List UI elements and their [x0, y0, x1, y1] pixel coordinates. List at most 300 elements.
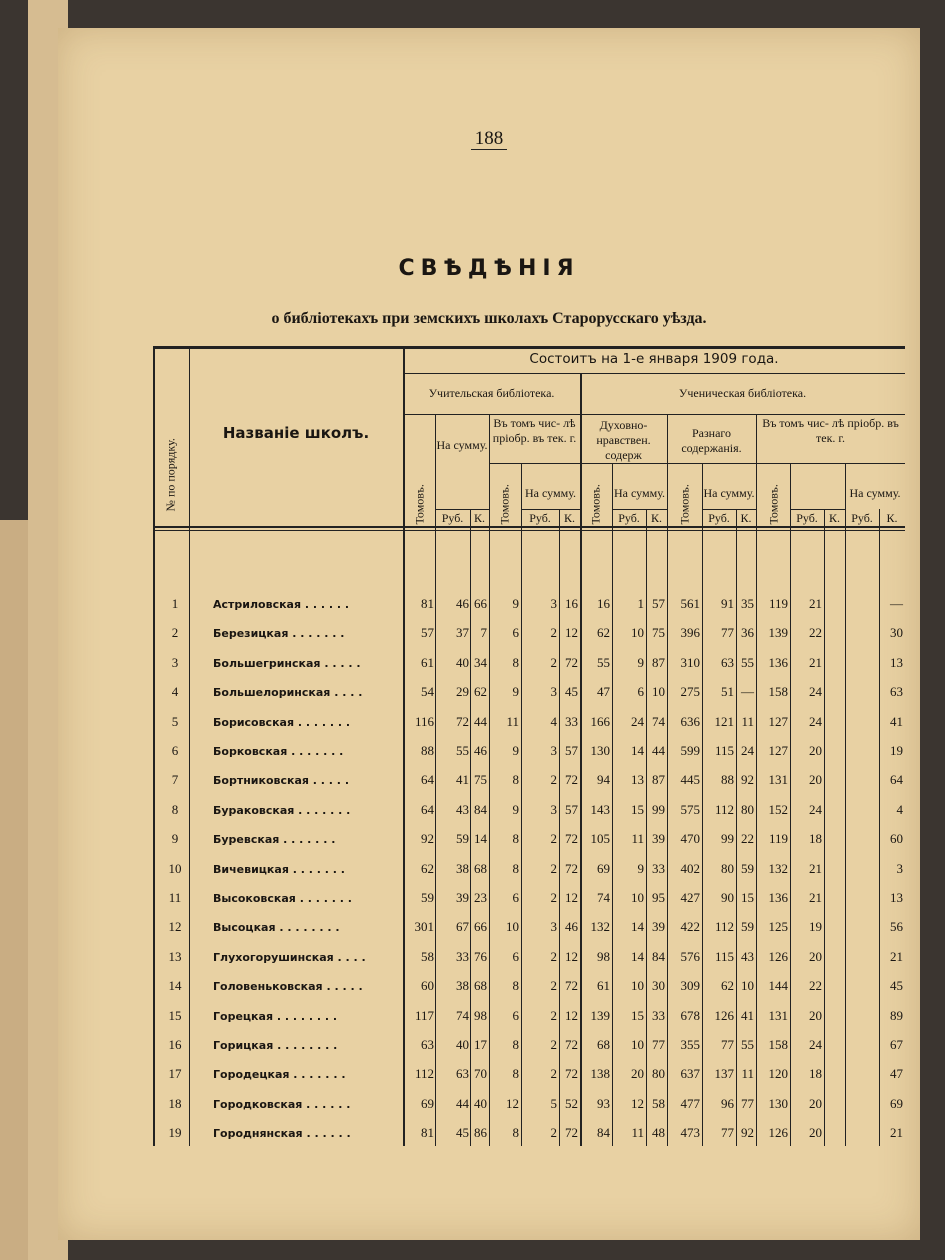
table-cell: 20: [809, 1125, 822, 1141]
table-cell: 14: [631, 948, 644, 964]
header-on-sum: На сумму.: [703, 486, 755, 500]
table-cell: 69: [890, 1095, 903, 1111]
table-cell: 126: [714, 1007, 734, 1023]
table-cell: 2: [550, 831, 557, 847]
header-volumes: Томовъ.: [766, 484, 781, 525]
table-cell: 68: [474, 978, 487, 994]
table-cell: 24: [631, 713, 644, 729]
table-cell: 12: [565, 948, 578, 964]
header-rub: Руб.: [796, 511, 818, 525]
table-cell: 62: [474, 684, 487, 700]
table-cell: 58: [421, 948, 434, 964]
table-cell: 57: [421, 625, 434, 641]
table-cell: 84: [597, 1125, 610, 1141]
table-cell: 64: [421, 801, 434, 817]
row-number: 15: [168, 1007, 182, 1023]
table-cell: 139: [768, 625, 788, 641]
table-cell: 119: [768, 596, 788, 611]
table-cell: 14: [631, 743, 644, 758]
table-cell: 18: [809, 831, 822, 847]
table-cell: 87: [652, 654, 665, 670]
table-cell: 33: [456, 948, 469, 964]
table-cell: 6: [512, 1007, 519, 1023]
header-kop: К.: [563, 511, 575, 525]
table-cell: 72: [565, 1066, 578, 1082]
table-cell: 59: [456, 831, 469, 847]
row-number: 4: [171, 684, 179, 700]
table-cell: 8: [512, 831, 519, 847]
table-cell: 127: [768, 713, 788, 729]
table-cell: 67: [890, 1037, 903, 1052]
row-number: 18: [168, 1095, 182, 1111]
table-cell: 158: [768, 684, 788, 700]
table-row: [153, 802, 905, 831]
table-cell: 9: [637, 860, 644, 876]
table-cell: 20: [631, 1066, 644, 1082]
table-cell: 88: [721, 772, 734, 788]
table-cell: 33: [652, 1007, 665, 1023]
school-name: Горицкая . . . . . . . .: [213, 1039, 338, 1052]
table-cell: 3: [550, 919, 557, 935]
table-cell: 39: [456, 890, 469, 905]
table-row: [153, 772, 905, 801]
table-cell: 81: [421, 596, 434, 611]
header-rub: Руб.: [529, 511, 551, 525]
table-cell: 21: [809, 890, 822, 905]
table-cell: 74: [456, 1007, 469, 1023]
row-number: 11: [168, 890, 182, 905]
header-kop: К.: [828, 511, 840, 525]
header-spiritual: Духовно- нравствен. содерж: [596, 418, 651, 462]
table-row: [153, 1008, 905, 1037]
table-cell: 20: [809, 743, 822, 758]
table-cell: 72: [565, 978, 578, 994]
table-cell: 2: [550, 948, 557, 964]
table-cell: 477: [680, 1095, 700, 1111]
table-cell: 92: [741, 772, 754, 788]
library-table: [153, 346, 905, 1146]
table-cell: 43: [456, 801, 469, 817]
table-row: [153, 655, 905, 684]
table-cell: 16: [597, 596, 610, 611]
table-cell: 87: [652, 772, 665, 788]
header-rub: Руб.: [441, 511, 464, 525]
table-cell: 51: [721, 684, 734, 700]
table-cell: 12: [631, 1095, 644, 1111]
table-cell: 2: [550, 1007, 557, 1023]
table-cell: 20: [809, 948, 822, 964]
table-cell: 38: [456, 978, 469, 994]
header-student-lib: Ученическая библіотека.: [678, 386, 807, 400]
table-cell: 105: [590, 831, 610, 847]
school-name: Бураковская . . . . . . .: [213, 803, 351, 817]
table-cell: 56: [890, 919, 903, 935]
header-rub: Руб.: [851, 511, 873, 525]
school-name: Березицкая . . . . . . .: [213, 627, 345, 641]
table-cell: 17: [474, 1037, 487, 1052]
document-title: СВѢДѢНІЯ: [398, 256, 580, 281]
row-number: 6: [171, 743, 179, 758]
table-cell: 37: [456, 625, 469, 641]
table-cell: 62: [421, 860, 434, 876]
table-cell: 24: [809, 801, 822, 817]
table-cell: 84: [652, 948, 665, 964]
header-kop: К.: [473, 511, 485, 525]
table-cell: 55: [597, 654, 610, 670]
table-cell: 20: [809, 1007, 822, 1023]
table-cell: 81: [421, 1125, 434, 1141]
table-cell: 10: [652, 684, 665, 700]
table-row: [153, 1066, 905, 1095]
table-cell: 59: [421, 890, 434, 905]
table-cell: 7: [480, 625, 487, 641]
table-cell: 72: [565, 772, 578, 788]
table-cell: 21: [809, 860, 822, 876]
table-cell: 98: [474, 1007, 487, 1023]
header-rub: Руб.: [618, 511, 640, 525]
school-name: Городковская . . . . . .: [213, 1097, 351, 1111]
table-cell: 275: [680, 684, 700, 700]
school-name: Городецкая . . . . . . .: [213, 1068, 346, 1082]
row-number: 12: [168, 919, 182, 935]
table-cell: 4: [896, 801, 903, 817]
table-cell: 57: [565, 743, 578, 758]
table-cell: 98: [597, 948, 610, 964]
table-cell: 301: [414, 919, 434, 935]
table-row: [153, 949, 905, 978]
table-cell: 127: [768, 743, 788, 758]
table-cell: 3: [550, 743, 557, 758]
table-cell: 310: [680, 654, 700, 670]
header-teacher-lib: Учительская библіотека.: [428, 386, 555, 400]
table-cell: 13: [631, 772, 644, 788]
school-name: Большелоринская . . . .: [213, 686, 363, 700]
table-cell: 636: [680, 713, 700, 729]
table-row: [153, 890, 905, 919]
table-cell: 35: [741, 596, 754, 611]
table-row: [153, 861, 905, 890]
table-cell: 12: [565, 625, 578, 641]
table-cell: 13: [890, 654, 903, 670]
school-name: Борисовская . . . . . . .: [213, 715, 351, 729]
header-kop: К.: [886, 511, 898, 525]
table-row: [153, 596, 905, 625]
table-cell: 45: [565, 684, 578, 700]
table-cell: 24: [809, 684, 822, 700]
table-cell: 68: [597, 1037, 610, 1052]
table-cell: 29: [456, 684, 469, 700]
school-name: Большегринская . . . . .: [213, 656, 361, 670]
table-cell: 22: [809, 978, 822, 994]
table-cell: 119: [768, 831, 788, 847]
row-number: 16: [168, 1037, 182, 1052]
table-cell: 21: [890, 948, 903, 964]
document-subtitle: о библіотекахъ при земскихъ школахъ Старорусскаго уѣзда.: [271, 310, 707, 327]
table-cell: 599: [680, 743, 700, 758]
table-cell: 36: [741, 625, 754, 641]
table-cell: 46: [565, 919, 578, 935]
table-cell: 402: [680, 860, 700, 876]
table-cell: 45: [456, 1125, 469, 1141]
row-number: 13: [168, 948, 182, 964]
table-cell: 14: [631, 919, 644, 935]
table-cell: 10: [631, 890, 644, 905]
table-cell: 678: [680, 1007, 700, 1023]
table-cell: 8: [512, 978, 519, 994]
table-cell: 77: [721, 625, 734, 641]
table-cell: 75: [652, 625, 665, 641]
table-cell: 8: [512, 1037, 519, 1052]
table-cell: 12: [506, 1095, 519, 1111]
table-cell: 9: [512, 743, 519, 758]
school-name: Глухогорушинская . . . .: [213, 950, 366, 964]
table-cell: 20: [809, 1095, 822, 1111]
table-row: [153, 714, 905, 743]
table-cell: 3: [896, 860, 903, 876]
table-row: [153, 625, 905, 654]
table-cell: 64: [890, 772, 903, 788]
table-cell: 120: [768, 1066, 788, 1082]
row-number: 14: [168, 978, 182, 994]
table-cell: 396: [680, 625, 700, 641]
table-row: [153, 1125, 905, 1154]
table-cell: 99: [721, 831, 734, 847]
school-name: Высоковская . . . . . . .: [213, 892, 352, 905]
table-cell: 45: [890, 978, 903, 994]
table-cell: 130: [590, 743, 610, 758]
table-cell: 63: [456, 1066, 469, 1082]
table-cell: 130: [768, 1095, 788, 1111]
header-various: Разнаго содержанія.: [681, 426, 742, 455]
table-cell: 18: [809, 1066, 822, 1082]
table-cell: 12: [565, 1007, 578, 1023]
table-cell: 72: [565, 1125, 578, 1141]
table-cell: 33: [565, 713, 578, 729]
table-cell: 62: [597, 625, 610, 641]
table-cell: 115: [714, 743, 734, 758]
table-cell: 11: [741, 713, 754, 729]
table-cell: 8: [512, 860, 519, 876]
table-cell: 74: [597, 890, 610, 905]
table-cell: 2: [550, 1066, 557, 1082]
table-cell: 2: [550, 890, 557, 905]
table-cell: 13: [890, 890, 903, 905]
table-cell: 16: [565, 596, 578, 611]
table-cell: 86: [474, 1125, 487, 1141]
table-cell: 22: [741, 831, 754, 847]
table-cell: 10: [741, 978, 754, 994]
table-cell: 138: [590, 1066, 610, 1082]
table-cell: 77: [652, 1037, 665, 1052]
table-cell: 21: [809, 654, 822, 670]
table-cell: 355: [680, 1037, 700, 1052]
table-cell: 2: [550, 625, 557, 641]
table-cell: 3: [550, 596, 557, 611]
table-cell: 33: [652, 860, 665, 876]
table-cell: 66: [474, 919, 487, 935]
table-cell: 54: [421, 684, 434, 700]
table-cell: 10: [506, 919, 519, 935]
table-cell: 80: [741, 801, 754, 817]
table-cell: 55: [456, 743, 469, 758]
header-rub: Руб.: [708, 511, 730, 525]
table-cell: 136: [768, 654, 788, 670]
table-cell: 44: [474, 713, 487, 729]
table-cell: 34: [474, 654, 487, 670]
table-row: [153, 1096, 905, 1125]
header-name: Названіе школъ.: [222, 424, 370, 442]
table-cell: 44: [652, 743, 665, 758]
table-cell: 30: [890, 625, 903, 641]
table-cell: 96: [721, 1095, 734, 1111]
row-number: 19: [168, 1125, 182, 1141]
table-cell: 115: [714, 948, 734, 964]
table-cell: 137: [714, 1066, 734, 1082]
table-cell: 55: [741, 654, 754, 670]
table-cell: 59: [741, 919, 754, 935]
table-cell: 44: [456, 1095, 469, 1111]
header-incl-teacher: Въ томъ чис- лѣ пріобр. въ тек. г.: [492, 416, 577, 445]
table-cell: 72: [456, 713, 469, 729]
table-cell: 116: [414, 713, 434, 729]
header-num: № по порядку.: [163, 438, 178, 512]
row-number: 9: [171, 831, 179, 847]
table-cell: 46: [474, 743, 487, 758]
table-cell: 40: [456, 1037, 469, 1052]
school-name: Горецкая . . . . . . . .: [213, 1009, 338, 1023]
table-cell: 112: [414, 1066, 434, 1082]
table-cell: 10: [631, 1037, 644, 1052]
table-cell: 126: [768, 1125, 788, 1141]
table-cell: 69: [597, 860, 610, 876]
table-cell: 41: [456, 772, 469, 788]
table-cell: 12: [565, 890, 578, 905]
table-cell: 473: [680, 1125, 700, 1141]
table-cell: 76: [474, 948, 487, 964]
header-on-sum: На сумму.: [614, 486, 665, 500]
table-cell: 99: [652, 801, 665, 817]
table-cell: 41: [741, 1007, 754, 1023]
table-row: [153, 919, 905, 948]
table-cell: 6: [512, 890, 519, 905]
table-cell: 21: [890, 1125, 903, 1141]
table-cell: 58: [652, 1095, 665, 1111]
table-cell: 2: [550, 1125, 557, 1141]
row-number: 8: [171, 801, 179, 817]
table-cell: 3: [550, 801, 557, 817]
school-name: Городнянская . . . . . .: [213, 1127, 351, 1141]
table-cell: 72: [565, 1037, 578, 1052]
table-cell: 91: [721, 596, 734, 611]
table-cell: 59: [741, 860, 754, 876]
table-cell: 67: [456, 919, 469, 935]
table-cell: 80: [721, 860, 734, 876]
table-cell: 22: [809, 625, 822, 641]
table-cell: 77: [721, 1037, 734, 1052]
table-cell: 84: [474, 801, 487, 817]
table-cell: 6: [512, 625, 519, 641]
table-cell: 8: [512, 1125, 519, 1141]
table-cell: 21: [809, 596, 822, 611]
row-number: 10: [168, 860, 182, 876]
header-volumes: Томовъ.: [677, 484, 692, 525]
table-cell: 63: [421, 1037, 434, 1052]
table-cell: 19: [809, 919, 822, 935]
document-page: [58, 28, 920, 1240]
table-cell: 470: [680, 831, 700, 847]
row-number: 2: [171, 625, 179, 641]
table-cell: 575: [680, 801, 700, 817]
table-cell: 60: [890, 831, 903, 847]
table-cell: 80: [652, 1066, 665, 1082]
header-on-sum: На сумму.: [436, 438, 488, 452]
table-cell: 576: [680, 948, 700, 964]
header-incl-student: Въ томъ чис- лѣ пріобр. въ тек. г.: [762, 416, 899, 445]
table-cell: 64: [421, 772, 434, 788]
table-cell: 6: [512, 948, 519, 964]
table-cell: 68: [474, 860, 487, 876]
table-cell: 63: [890, 684, 903, 700]
table-cell: 66: [474, 596, 487, 611]
table-cell: 166: [590, 713, 610, 729]
table-cell: 561: [680, 596, 700, 611]
table-cell: 112: [714, 919, 734, 935]
header-on-sum: На сумму.: [525, 486, 576, 500]
table-cell: 57: [652, 596, 665, 611]
table-cell: 427: [680, 890, 700, 905]
table-cell: 77: [741, 1095, 754, 1111]
table-cell: 143: [590, 801, 610, 817]
table-cell: 445: [680, 772, 700, 788]
page-number: 188: [58, 128, 920, 150]
table-cell: 9: [512, 684, 519, 700]
table-cell: 144: [768, 978, 788, 994]
table-cell: —: [741, 684, 754, 700]
table-row: [153, 1037, 905, 1066]
table-cell: 125: [768, 919, 788, 935]
table-cell: 15: [741, 890, 754, 905]
table-cell: 61: [597, 978, 610, 994]
table-cell: 10: [631, 625, 644, 641]
table-cell: 77: [721, 1125, 734, 1141]
table-cell: 131: [768, 1007, 788, 1023]
school-name: Бортниковская . . . . .: [213, 774, 349, 788]
table-cell: 15: [631, 1007, 644, 1023]
table-cell: 63: [721, 654, 734, 670]
table-cell: 41: [890, 713, 903, 729]
header-volumes: Томовъ.: [412, 484, 427, 525]
table-cell: 8: [512, 654, 519, 670]
table-cell: 20: [809, 772, 822, 788]
table-cell: 30: [652, 978, 665, 994]
table-cell: 126: [768, 948, 788, 964]
table-cell: 70: [474, 1066, 487, 1082]
table-cell: 47: [890, 1066, 903, 1082]
table-cell: 309: [680, 978, 700, 994]
header-on-sum: На сумму.: [849, 486, 901, 500]
row-number: 1: [171, 596, 179, 611]
table-cell: 46: [456, 596, 469, 611]
table-cell: 5: [550, 1095, 557, 1111]
table-cell: 72: [565, 860, 578, 876]
row-number: 17: [168, 1066, 182, 1082]
table-cell: 2: [550, 1037, 557, 1052]
table-cell: 4: [550, 713, 557, 729]
table-cell: 39: [652, 831, 665, 847]
school-name: Головеньковская . . . . .: [213, 980, 363, 994]
table-cell: 9: [512, 801, 519, 817]
table-cell: 72: [565, 654, 578, 670]
